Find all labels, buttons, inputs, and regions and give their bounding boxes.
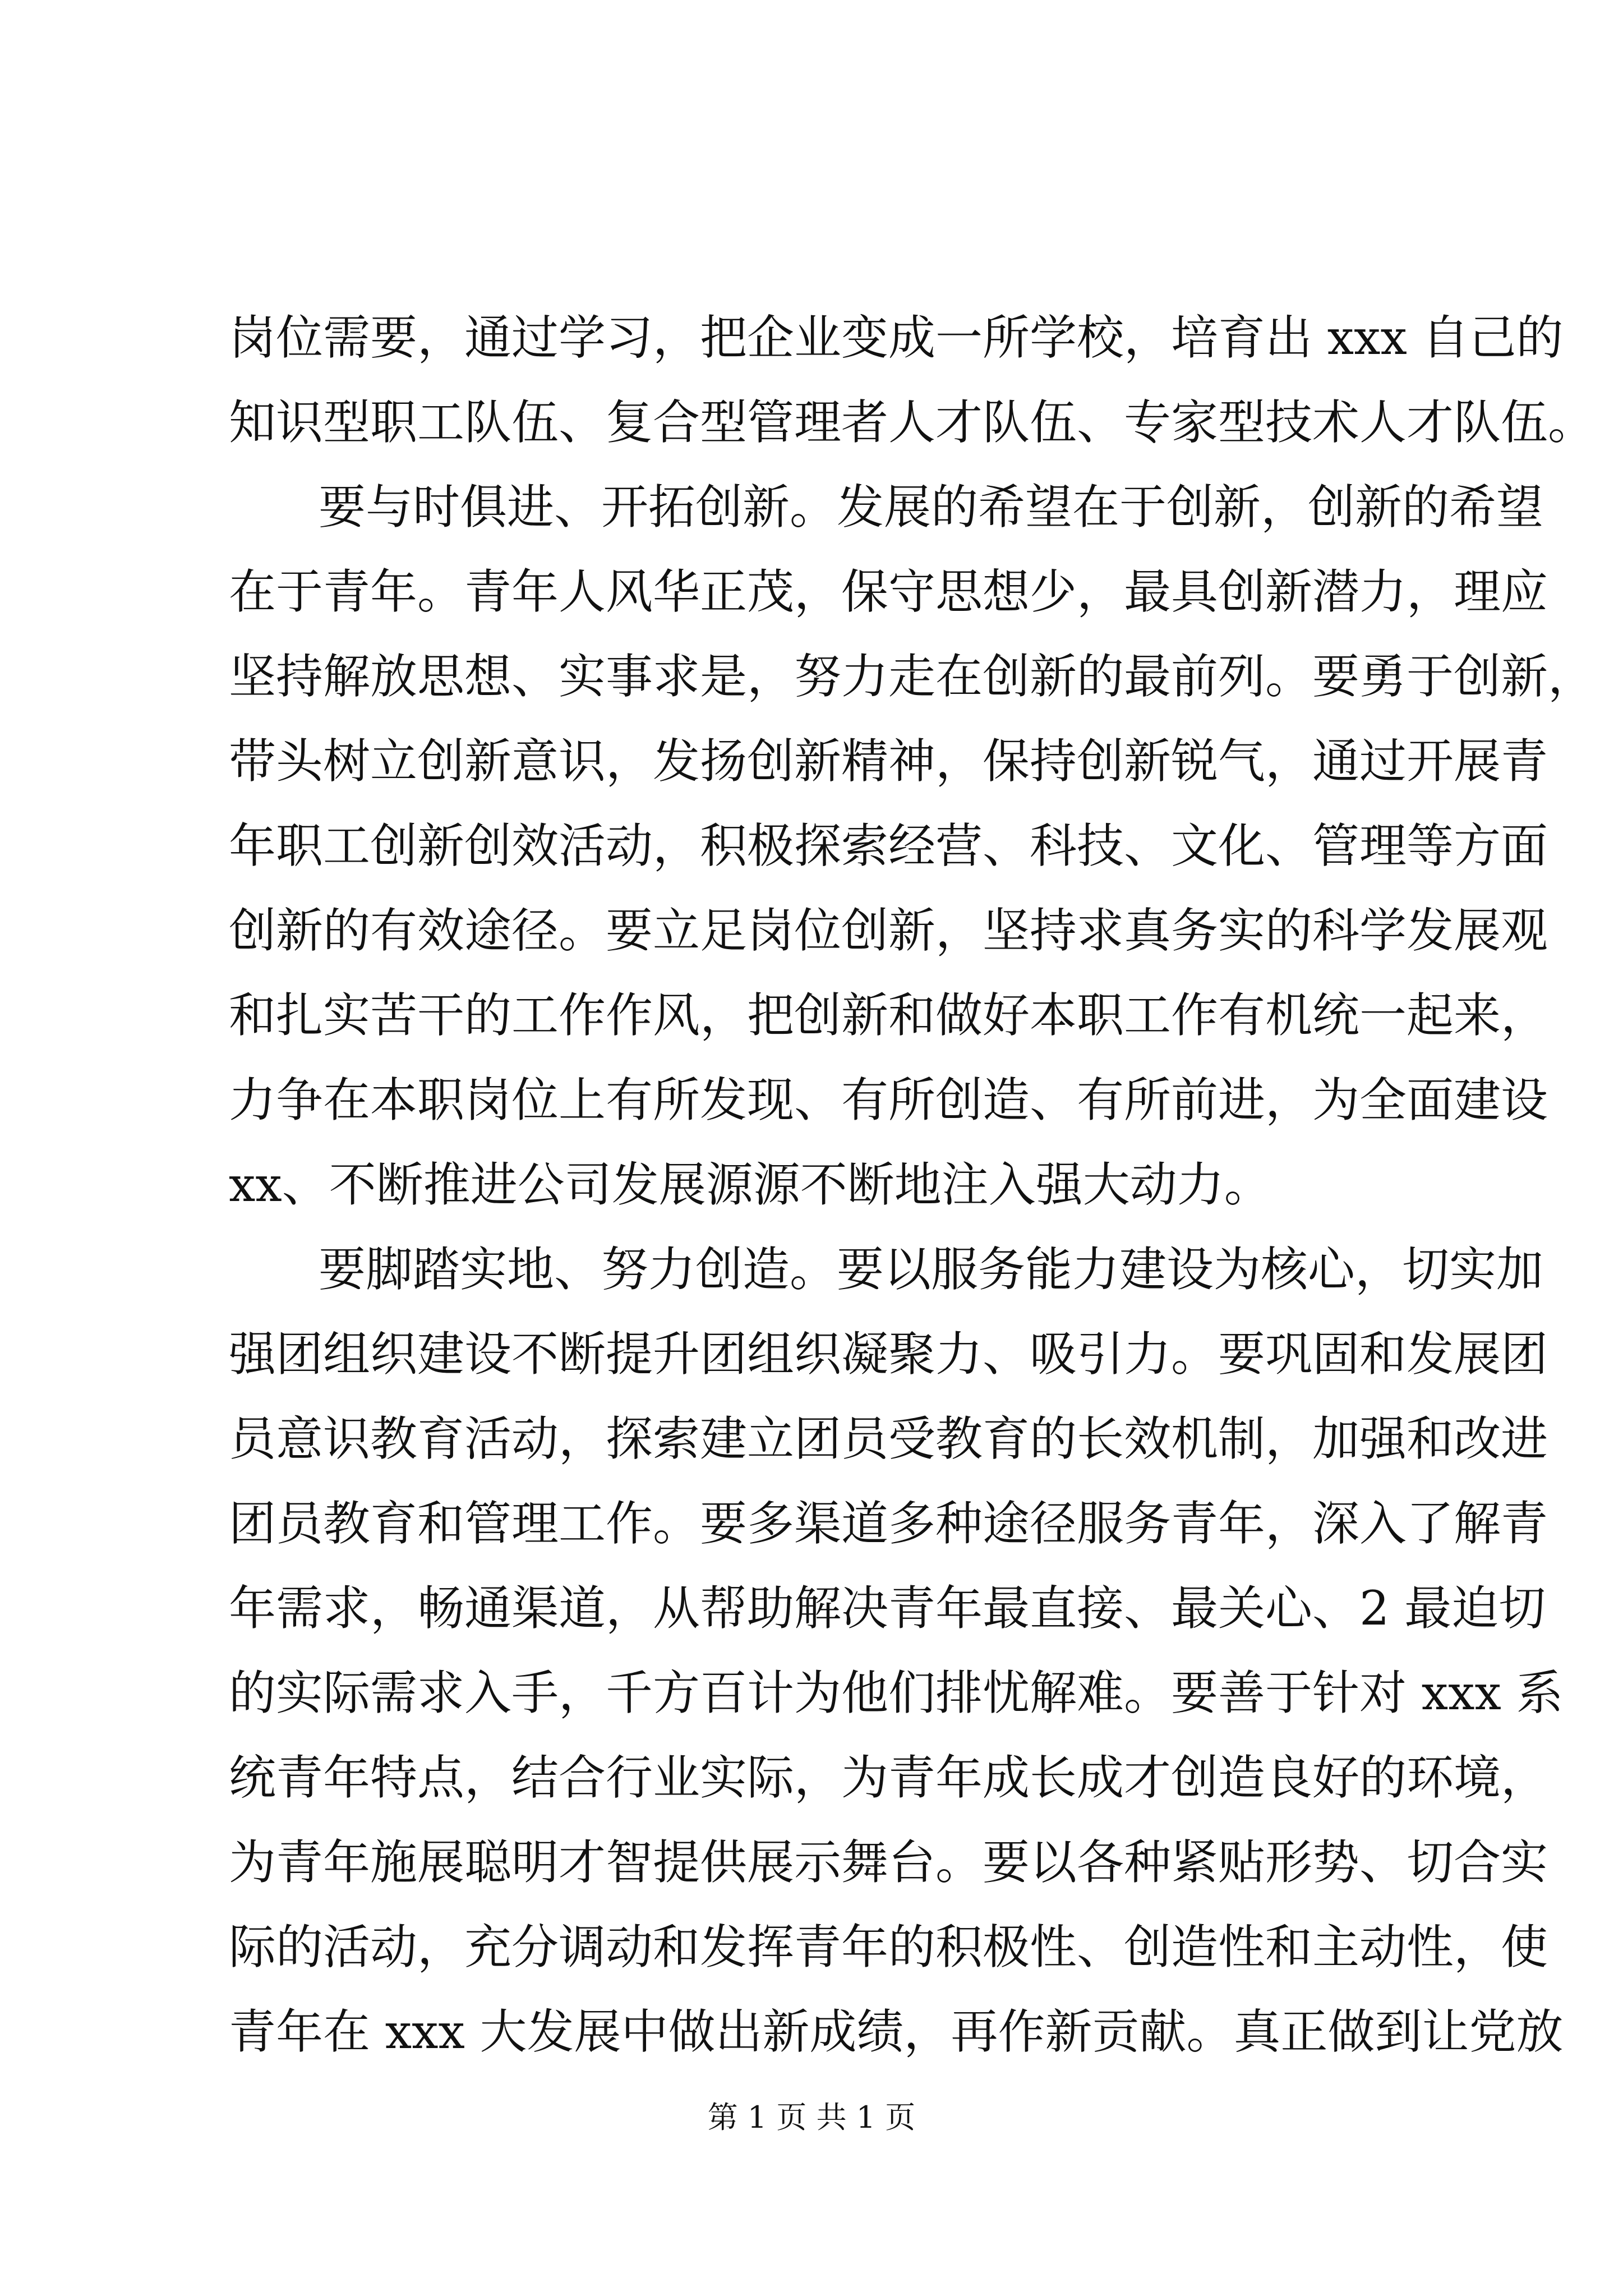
paragraph-first-line: 要与时俱进、开拓创新。发展的希望在于创新，创新的希望 (319, 480, 1544, 535)
text-line: 强团组织建设不断提升团组织凝聚力、吸引力。要巩固和发展团 (229, 1327, 1548, 1382)
text-line: 岗位需要，通过学习，把企业变成一所学校，培育出 xxx 自己的 (229, 310, 1564, 365)
text-line: 青年在 xxx 大发展中做出新成绩，再作新贡献。真正做到让党放 (229, 2004, 1564, 2059)
text-line: 带头树立创新意识，发扬创新精神，保持创新锐气，通过开展青 (229, 734, 1548, 789)
text-line: 统青年特点，结合行业实际，为青年成长成才创造良好的环境， (229, 1750, 1548, 1805)
page-number-footer: 第 1 页 共 1 页 (707, 2100, 916, 2135)
text-line: 创新的有效途径。要立足岗位创新，坚持求真务实的科学发展观 (229, 903, 1548, 958)
text-line: 年需求，畅通渠道，从帮助解决青年最直接、最关心、2 最迫切 (229, 1581, 1546, 1636)
paragraph-last-line: xx、不断推进公司发展源源不断地注入强大动力。 (229, 1157, 1271, 1212)
paragraph-first-line: 要脚踏实地、努力创造。要以服务能力建设为核心，切实加 (319, 1242, 1544, 1297)
text-line: 为青年施展聪明才智提供展示舞台。要以各种紧贴形势、切合实 (229, 1835, 1548, 1890)
text-line: 坚持解放思想、实事求是，努力走在创新的最前列。要勇于创新， (229, 649, 1596, 704)
text-line: 力争在本职岗位上有所发现、有所创造、有所前进，为全面建设 (229, 1073, 1548, 1128)
text-line: 年职工创新创效活动，积极探索经营、科技、文化、管理等方面 (229, 818, 1548, 873)
text-line: 和扎实苦干的工作作风，把创新和做好本职工作有机统一起来， (229, 988, 1548, 1043)
text-line: 员意识教育活动，探索建立团员受教育的长效机制，加强和改进 (229, 1411, 1548, 1466)
text-line: 知识型职工队伍、复合型管理者人才队伍、专家型技术人才队伍。 (229, 395, 1596, 450)
text-line: 的实际需求入手，千方百计为他们排忧解难。要善于针对 xxx 系 (229, 1665, 1564, 1720)
text-line: 在于青年。青年人风华正茂，保守思想少，最具创新潜力，理应 (229, 564, 1548, 619)
text-line: 际的活动，充分调动和发挥青年的积极性、创造性和主动性，使 (229, 1920, 1548, 1975)
text-line: 团员教育和管理工作。要多渠道多种途径服务青年，深入了解青 (229, 1496, 1548, 1551)
